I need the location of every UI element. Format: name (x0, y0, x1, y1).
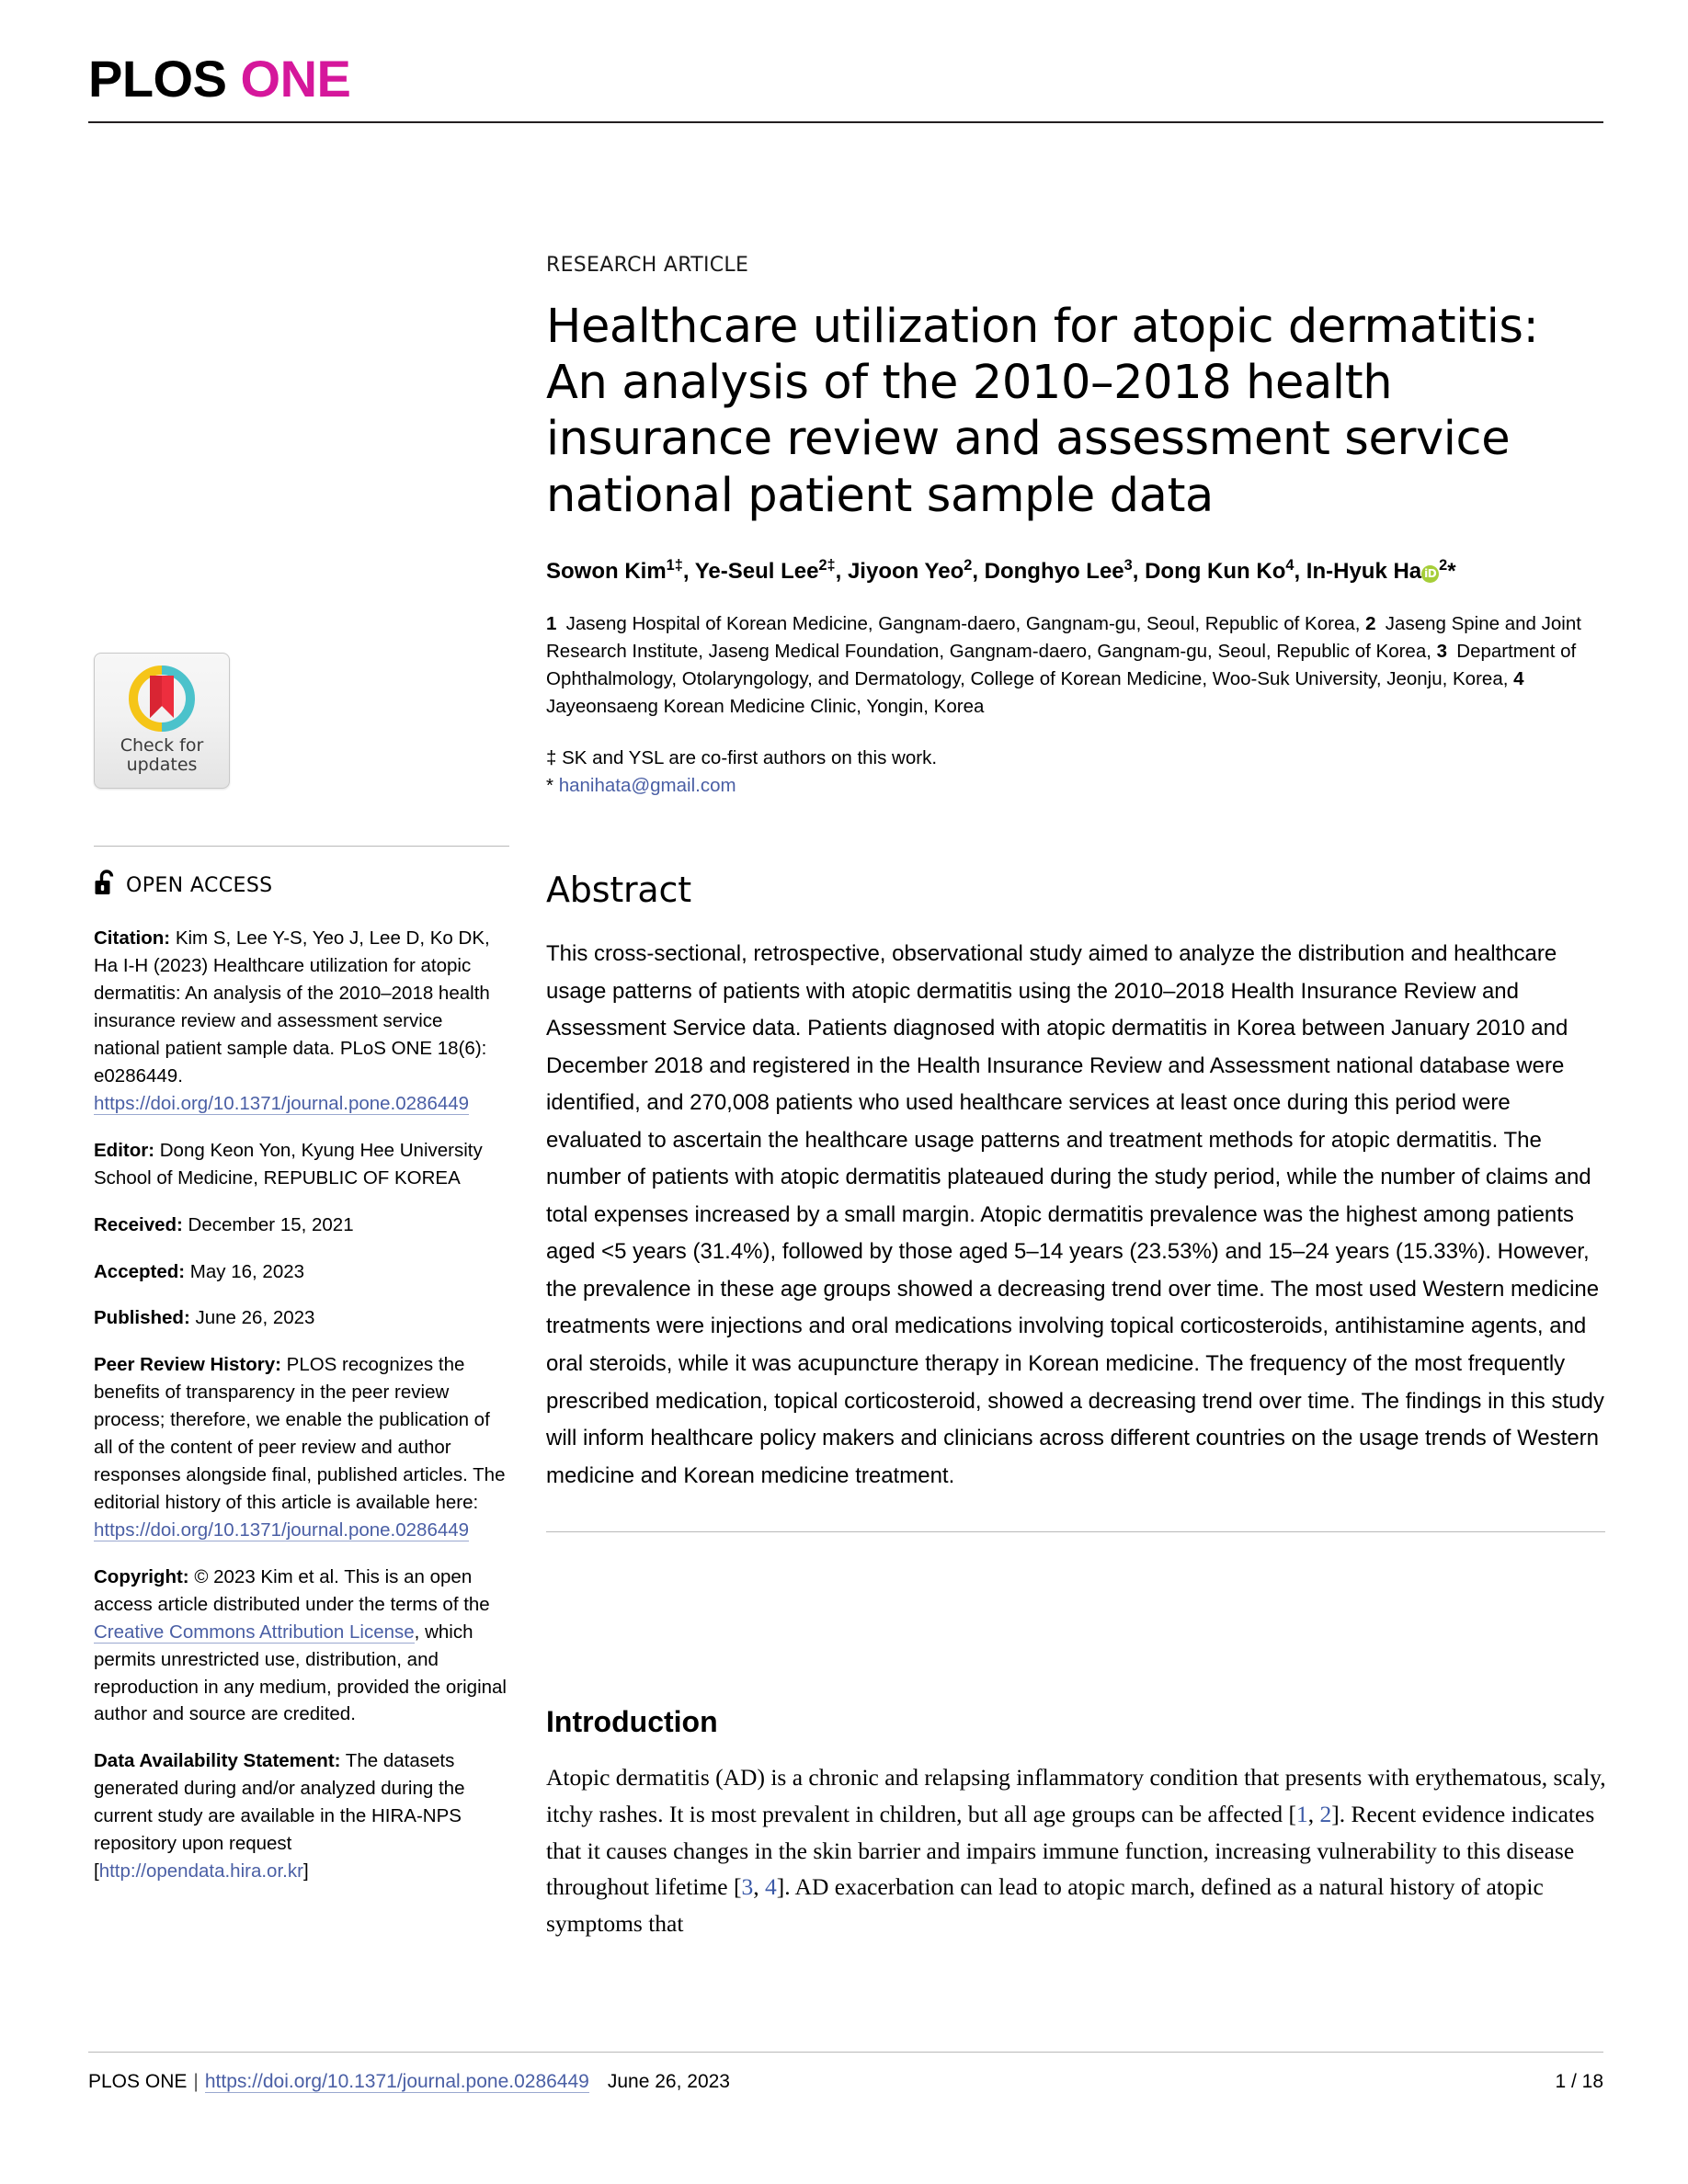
published-block (94, 1304, 509, 1332)
affiliation-list: 1 Jaseng Hospital of Korean Medicine, Gangnam-daero, Gangnam-gu, Seoul, Republic of Korea, 2 Jaseng Spine and Joint Research Institute, Jaseng Medical Foundation, Gangnam-daero, Gangnam-gu, Seoul, Republic of Korea, 3 Department of Ophthalmology, Otolaryngology, and Dermatology, College of Korean Medicine, Woo-Suk University, Jeonju, Korea, 4 Jayeonsaeng Korean Medicine Clinic, Yongin, Korea (546, 613, 1581, 718)
peer-review-history-block (94, 1351, 509, 1543)
peer-review-text: PLOS recognizes the benefits of transparency in the peer review process; therefore, we enable the publication of all of the content of peer review and author responses alongside final, published articles. The editorial history of this article is available here: (94, 1354, 506, 1513)
editor-label: Editor: (94, 1139, 155, 1161)
received-block (94, 1211, 509, 1239)
cofirst-author-note: ‡ SK and YSL are co-first authors on this work. (546, 747, 938, 769)
abstract-divider (546, 1531, 1605, 1532)
published-label: Published: (94, 1307, 190, 1329)
data-availability-label: Data Availability Statement: (94, 1750, 341, 1772)
crossmark-badge[interactable] (94, 653, 230, 789)
logo-plos-text: PLOS (88, 50, 227, 108)
citation-block (94, 925, 509, 1117)
footer-left (88, 2071, 730, 2093)
citation-doi-link[interactable]: https://doi.org/10.1371/journal.pone.0286449 (94, 1092, 470, 1114)
copyright-block (94, 1564, 509, 1729)
article-header (546, 254, 1605, 801)
citation-label: Citation: (94, 927, 171, 950)
received-value: December 15, 2021 (182, 1213, 354, 1235)
article-metadata-sidebar (94, 653, 509, 1905)
accepted-label: Accepted: (94, 1260, 186, 1282)
received-label: Received: (94, 1213, 183, 1235)
data-availability-block (94, 1747, 509, 1885)
footer-doi-link[interactable]: https://doi.org/10.1371/journal.pone.0286449 (204, 2071, 589, 2092)
masthead-divider (88, 121, 1603, 123)
author-list: Sowon Kim$^{1\ddagger}$, Ye-Seul Lee$^{2\ddagger}$, Jiyoon Yeo$^2$, Donghyo Lee$^3$, Dong Kun Ko$^4$, In-Hyuk Ha iD $^2$* (546, 556, 1456, 584)
editor-block (94, 1137, 509, 1192)
plos-one-logo[interactable] (88, 50, 1603, 112)
crossmark-icon (128, 665, 196, 733)
published-value: June 26, 2023 (189, 1307, 315, 1329)
footer-separator: | (193, 2071, 199, 2092)
corresponding-author-note (546, 772, 1605, 800)
accepted-value: May 16, 2023 (185, 1260, 305, 1282)
journal-masthead (88, 50, 1603, 123)
footer-publication-date: June 26, 2023 (607, 2071, 730, 2092)
corresponding-email-link[interactable]: hanihata@gmail.com (558, 775, 736, 797)
article-type-kicker: RESEARCH ARTICLE (546, 254, 749, 277)
peer-review-label: Peer Review History: (94, 1354, 281, 1376)
introduction-paragraph: Atopic dermatitis (AD) is a chronic and relapsing inflammatory condition that presents with erythematous, scaly, itchy rashes. It is most prevalent in children, but all age groups can be affected [1, 2]. Recent evidence indicates that it causes changes in the skin barrier and impairs immune function, increasing vulnerability to this disease throughout lifetime [3, 4]. AD exacerbation can lead to atopic march, defined as a natural history of atopic symptoms that (546, 1764, 1606, 1938)
footer-page-number: 1 / 18 (1555, 2071, 1603, 2092)
footer-journal-name: PLOS ONE (88, 2071, 188, 2092)
crossmark-label-line2: updates (126, 755, 198, 776)
editor-value: Dong Keon Yon, Kyung Hee University School of Medicine, REPUBLIC OF KOREA (94, 1139, 483, 1189)
data-availability-text-after: ] (302, 1860, 309, 1883)
logo-one-text: ONE (240, 50, 351, 108)
open-lock-icon (94, 869, 118, 904)
data-availability-text-before: The datasets generated during and/or analyzed during the current study are available in the HIRA-NPS repository upon request [ (94, 1750, 465, 1883)
open-access-row (94, 869, 509, 904)
author-notes (546, 745, 1605, 801)
page-title: Healthcare utilization for atopic dermatitis: An analysis of the 2010–2018 health insurance review and assessment service national patient sample data (546, 300, 1539, 523)
copyright-text-after: , which permits unrestricted use, distribution, and reproduction in any medium, provided the original author and source are credited. (94, 1621, 507, 1725)
crossmark-label-line1: Check for (120, 735, 204, 756)
page-footer (88, 2052, 1603, 2093)
cc-license-link[interactable]: Creative Commons Attribution License (94, 1621, 415, 1643)
corresponding-asterisk: * (546, 775, 559, 797)
peer-review-doi-link[interactable]: https://doi.org/10.1371/journal.pone.0286449 (94, 1519, 470, 1541)
open-access-label: OPEN ACCESS (126, 874, 273, 898)
copyright-text-before: © 2023 Kim et al. This is an open access article distributed under the terms of the (94, 1565, 490, 1615)
accepted-block (94, 1258, 509, 1286)
hira-repository-link[interactable]: http://opendata.hira.or.kr (98, 1860, 303, 1883)
abstract-heading: Abstract (546, 870, 691, 910)
abstract-body: This cross-sectional, retrospective, observational study aimed to analyze the distribution and healthcare usage patterns of patients with atopic dermatitis using the 2010–2018 Health Insurance Review and Assessment Service data. Patients diagnosed with atopic dermatitis in Korea between January 2010 and December 2018 and registered in the Health Insurance Review and Assessment national database were identified, and 270,008 patients who used healthcare services at least once during this period were evaluated to ascertain the healthcare usage patterns and treatment methods for atopic dermatitis. The number of patients with atopic dermatitis plateaued during the study period, while the number of claims and total expenses increased by a small margin. Atopic dermatitis prevalence was the highest among patients aged <5 years (31.4%), followed by those aged 5–14 years (23.53%) and 15–24 years (15.33%). However, the prevalence in these age groups showed a decreasing trend over time. The most used Western medicine treatments were injections and oral medications involving topical corticosteroids, antihistamine agents, and oral steroids, while it was acupuncture therapy in Korean medicine. The frequency of the most frequently prescribed medication, topical corticosteroid, showed a decreasing trend over time. The findings in this study will inform healthcare policy makers and clinicians across different countries on the usage trends of Western medicine and Korean medicine treatment. (546, 941, 1604, 1488)
crossmark-label (120, 736, 204, 776)
sidebar-divider (94, 846, 509, 847)
copyright-label: Copyright: (94, 1565, 189, 1587)
citation-text: Kim S, Lee Y-S, Yeo J, Lee D, Ko DK, Ha I-H (2023) Healthcare utilization for atopic dermatitis: An analysis of the 2010–2018 health insurance review and assessment service national patient sample data. PLoS ONE 18(6): e0286449. (94, 927, 490, 1086)
abstract-section (546, 870, 1605, 1532)
introduction-section (546, 1705, 1614, 1942)
introduction-heading: Introduction (546, 1705, 718, 1738)
